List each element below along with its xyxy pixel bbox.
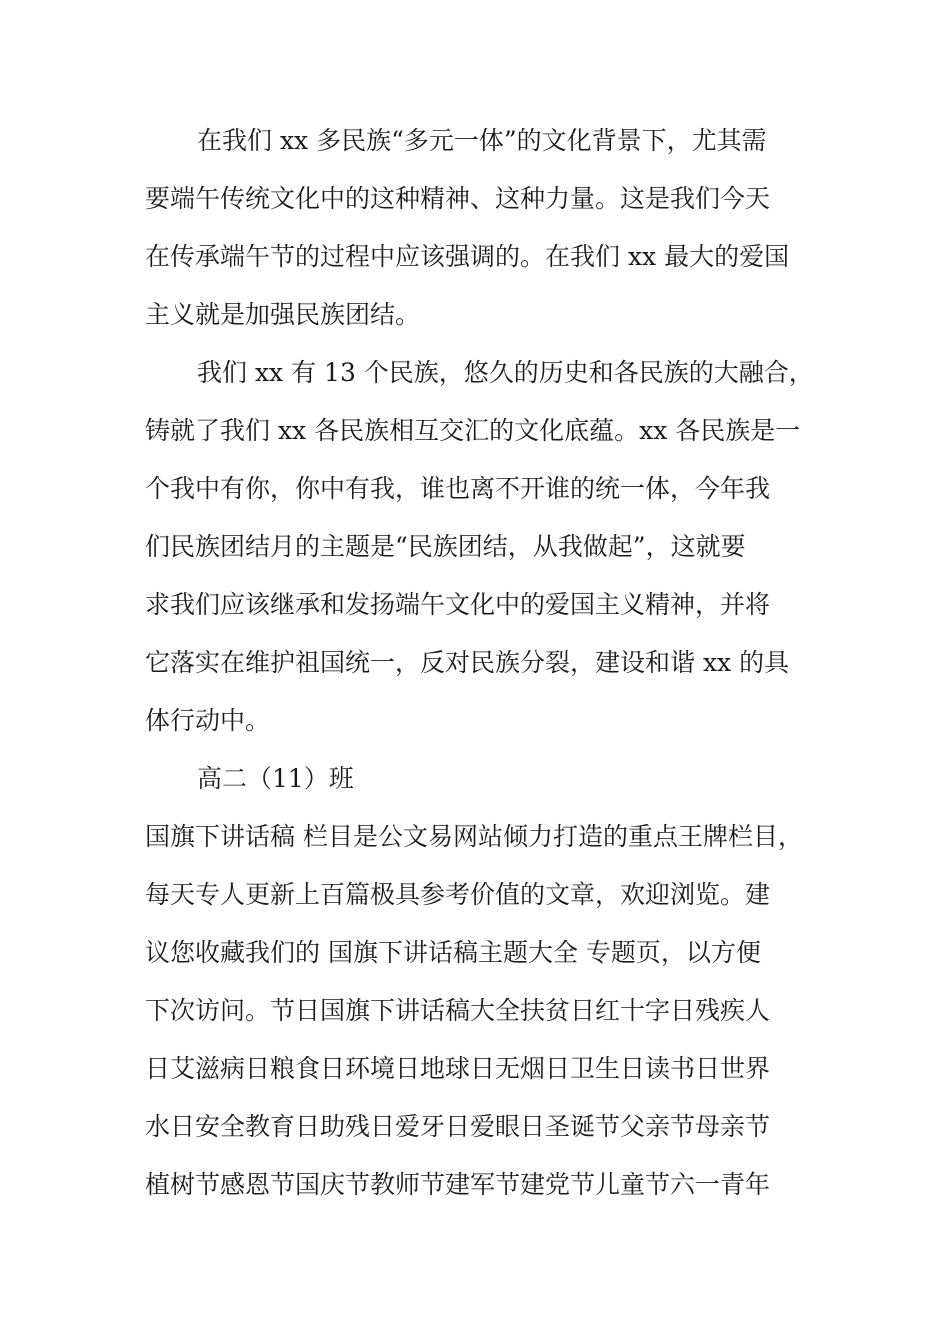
paragraph-site-promo (145, 808, 815, 1214)
class-signature-line: 高二（11）班 (197, 764, 354, 793)
paragraph-line: 体行动中。 (145, 706, 271, 735)
paragraph-line: 议您收藏我们的 国旗下讲话稿主题大全 专题页，以方便 (145, 938, 761, 967)
paragraph-line: 在传承端午节的过程中应该强调的。在我们 xx 最大的爱国 (145, 242, 790, 271)
paragraph-line: 水日安全教育日助残日爱牙日爱眼日圣诞节父亲节母亲节 (145, 1112, 771, 1141)
paragraph-line: 主义就是加强民族团结。 (145, 300, 421, 329)
paragraph-line: 铸就了我们 xx 各民族相互交汇的文化底蕴。xx 各民族是一 (145, 416, 801, 445)
paragraph-line: 植树节感恩节国庆节教师节建军节建党节儿童节六一青年 (145, 1170, 771, 1199)
paragraph-ethnic-unity (145, 344, 815, 750)
paragraph-line: 我们 xx 有 13 个民族，悠久的历史和各民族的大融合， (197, 358, 814, 387)
paragraph-line: 个我中有你，你中有我，谁也离不开谁的统一体，今年我 (145, 474, 771, 503)
paragraph-line: 日艾滋病日粮食日环境日地球日无烟日卫生日读书日世界 (145, 1054, 771, 1083)
paragraph-line: 在我们 xx 多民族“多元一体”的文化背景下，尤其需 (197, 126, 767, 155)
paragraph-line: 们民族团结月的主题是“民族团结，从我做起”，这就要 (145, 532, 746, 561)
paragraph-line: 下次访问。节日国旗下讲话稿大全扶贫日红十字日残疾人 (145, 996, 771, 1025)
paragraph-line: 每天专人更新上百篇极具参考价值的文章，欢迎浏览。建 (145, 880, 771, 909)
paragraph-line: 国旗下讲话稿 栏目是公文易网站倾力打造的重点王牌栏目， (145, 822, 803, 851)
paragraph-ethnic-culture (145, 112, 815, 344)
paragraph-line: 它落实在维护祖国统一，反对民族分裂，建设和谐 xx 的具 (145, 648, 790, 677)
signature-class (145, 750, 815, 808)
paragraph-line: 要端午传统文化中的这种精神、这种力量。这是我们今天 (145, 184, 771, 213)
paragraph-line: 求我们应该继承和发扬端午文化中的爱国主义精神，并将 (145, 590, 771, 619)
document-body (145, 112, 815, 1214)
